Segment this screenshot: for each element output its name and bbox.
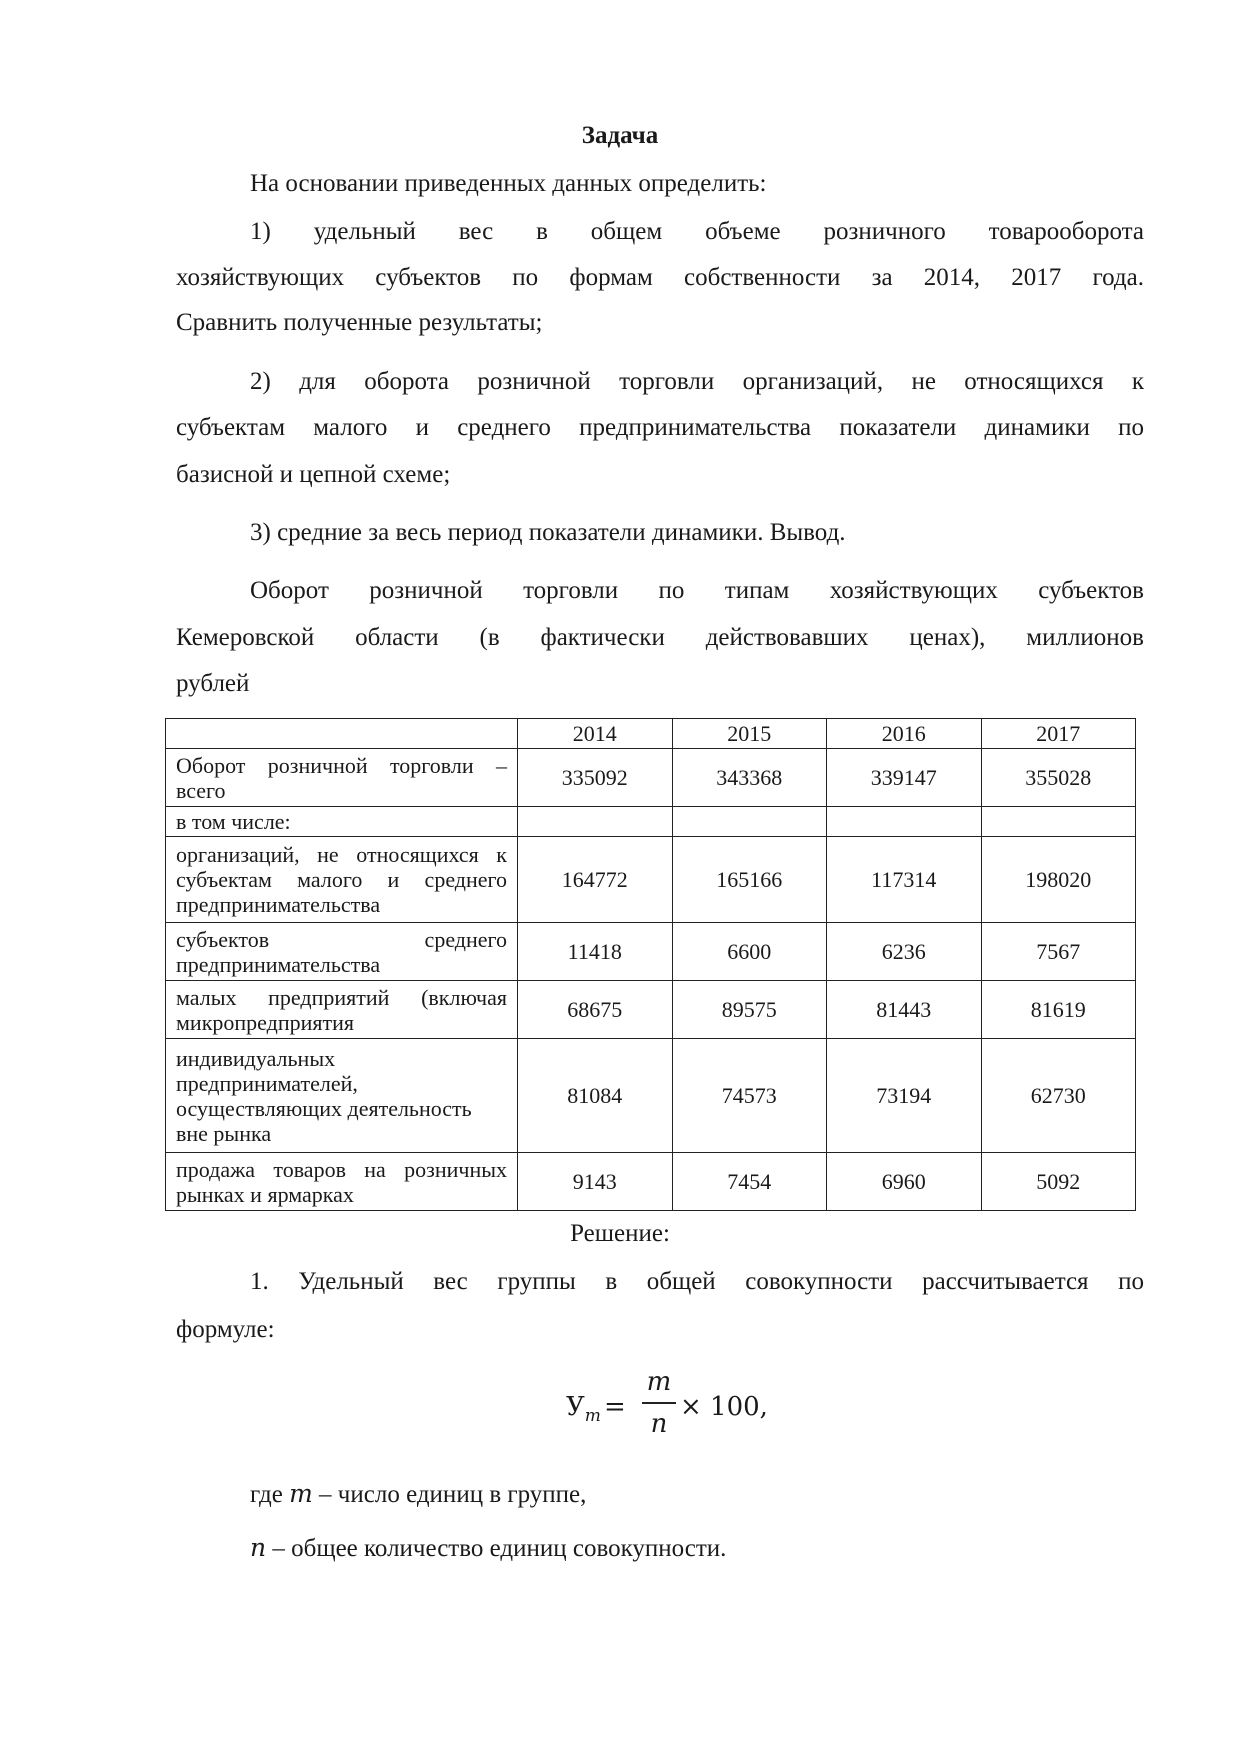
row-label: продажа товаров на розничных рынках и ярмарках xyxy=(166,1153,518,1211)
formula-rhs: × 100, xyxy=(680,1392,768,1422)
formula-fraction xyxy=(642,1362,676,1444)
formula-equals: = xyxy=(604,1392,626,1422)
task-item-1-line-2: хозяйствующих субъектов по формам собственности за 2014, 2017 года. xyxy=(176,264,1144,291)
task-intro: На основании приведенных данных определить: xyxy=(250,170,767,197)
header-cell: 2014 xyxy=(518,719,673,749)
where-m-line: где m – число единиц в группе, xyxy=(250,1479,587,1508)
formula-lhs: $У_m$ xyxy=(566,1392,601,1427)
table-row xyxy=(166,837,1136,923)
table-cell: 73194 xyxy=(827,1039,982,1153)
table-cell: 74573 xyxy=(672,1039,827,1153)
where-n-line: n – общее количество единиц совокупности. xyxy=(250,1533,727,1562)
task-item-1-line-3: Сравнить полученные результаты; xyxy=(176,309,543,336)
task-item-1-line-1: 1) удельный вес в общем объеме розничного товарооборота xyxy=(250,218,1144,245)
table-cell: 62730 xyxy=(981,1039,1136,1153)
table-cell: 7454 xyxy=(672,1153,827,1211)
table-cell: 198020 xyxy=(981,837,1136,923)
turnover-table xyxy=(165,718,1135,1211)
row-label: субъектов среднего предпринимательства xyxy=(166,923,518,981)
table-cell: 89575 xyxy=(672,981,827,1039)
table-header-row xyxy=(166,719,1136,749)
header-cell xyxy=(166,719,518,749)
solution-p1-line-2: формуле: xyxy=(176,1316,275,1343)
formula-denominator: n xyxy=(650,1409,668,1439)
task-item-2-line-3: базисной и цепной схеме; xyxy=(176,461,451,488)
solution-p1-line-1: 1. Удельный вес группы в общей совокупности рассчитывается по xyxy=(250,1268,1144,1295)
table-cell: 335092 xyxy=(518,749,673,807)
row-label: в том числе: xyxy=(166,807,518,837)
row-label: малых предприятий (включая микропредприятия xyxy=(166,981,518,1039)
table-cell: 117314 xyxy=(827,837,982,923)
table-cell xyxy=(827,807,982,837)
table-cell: 5092 xyxy=(981,1153,1136,1211)
table-cell: 7567 xyxy=(981,923,1136,981)
table-row xyxy=(166,1153,1136,1211)
row-label: индивидуальных предпринимателей, осуществляющих деятельность вне рынка xyxy=(166,1039,518,1153)
table-cell: 355028 xyxy=(981,749,1136,807)
table-caption-line-2: Кемеровской области (в фактически действовавших ценах), миллионов xyxy=(176,624,1144,651)
table-row xyxy=(166,923,1136,981)
table-cell: 81084 xyxy=(518,1039,673,1153)
table-caption-line-1: Оборот розничной торговли по типам хозяйствующих субъектов xyxy=(250,577,1144,604)
share-formula xyxy=(0,1362,1240,1458)
table-cell: 68675 xyxy=(518,981,673,1039)
table-caption-line-3: рублей xyxy=(176,670,250,697)
table-cell xyxy=(981,807,1136,837)
table-row xyxy=(166,749,1136,807)
solution-heading: Решение: xyxy=(570,1220,670,1247)
task-item-2-line-2: субъектам малого и среднего предпринимательства показатели динамики по xyxy=(176,414,1144,441)
task-item-3: 3) средние за весь период показатели динамики. Вывод. xyxy=(250,519,846,546)
row-label: организаций, не относящихся к субъектам малого и среднего предпринимательства xyxy=(166,837,518,923)
formula-numerator: m xyxy=(646,1367,672,1397)
table-cell: 81443 xyxy=(827,981,982,1039)
table-cell: 6960 xyxy=(827,1153,982,1211)
task-item-2-line-1: 2) для оборота розничной торговли организаций, не относящихся к xyxy=(250,368,1144,395)
table-row xyxy=(166,981,1136,1039)
table-cell: 81619 xyxy=(981,981,1136,1039)
table-cell: 165166 xyxy=(672,837,827,923)
table-cell xyxy=(672,807,827,837)
table-row xyxy=(166,807,1136,837)
table-row xyxy=(166,1039,1136,1153)
header-cell: 2017 xyxy=(981,719,1136,749)
header-cell: 2016 xyxy=(827,719,982,749)
table-cell: 343368 xyxy=(672,749,827,807)
table-cell: 339147 xyxy=(827,749,982,807)
page-title: Задача xyxy=(581,122,659,149)
table-cell xyxy=(518,807,673,837)
table-cell: 6600 xyxy=(672,923,827,981)
table-cell: 9143 xyxy=(518,1153,673,1211)
table-cell: 11418 xyxy=(518,923,673,981)
table-cell: 164772 xyxy=(518,837,673,923)
header-cell: 2015 xyxy=(672,719,827,749)
table-cell: 6236 xyxy=(827,923,982,981)
row-label: Оборот розничной торговли – всего xyxy=(166,749,518,807)
